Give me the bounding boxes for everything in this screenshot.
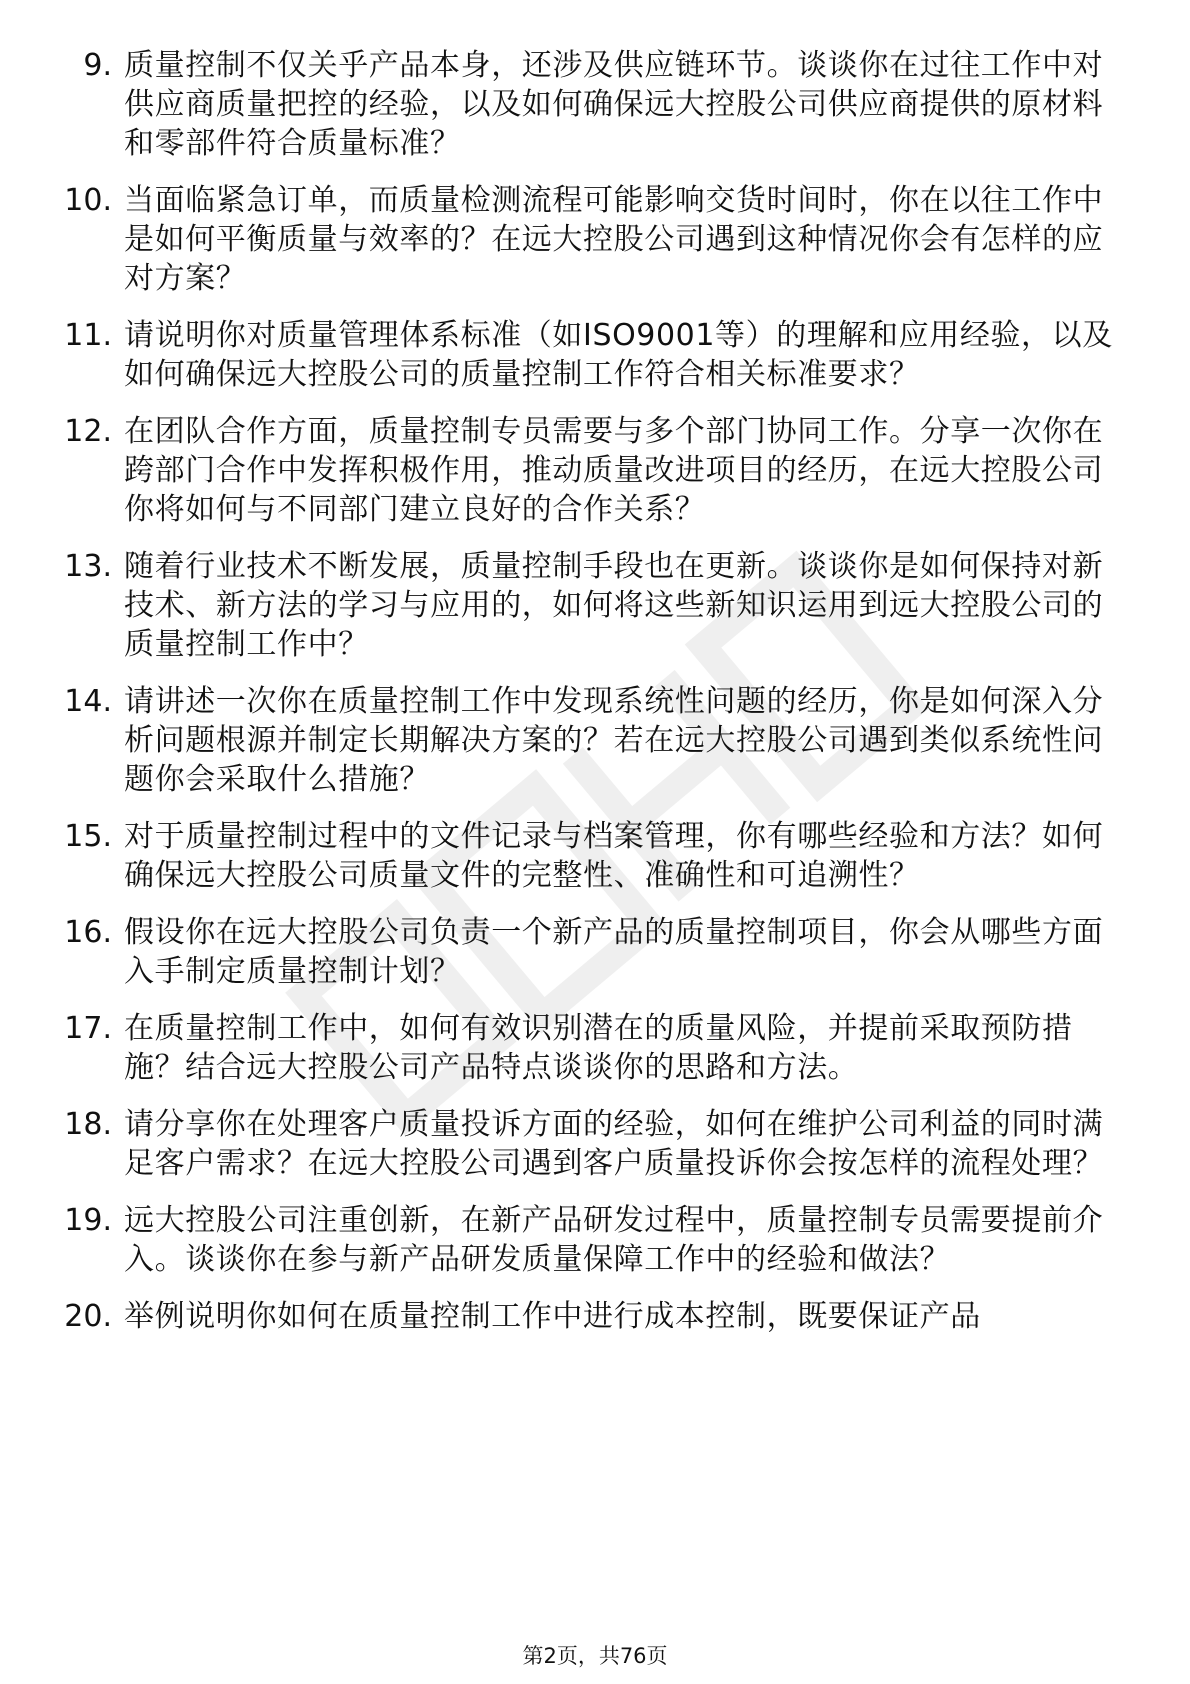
question-text: 假设你在远大控股公司负责一个新产品的质量控制项目，你会从哪些方面入手制定质量控制计划？ xyxy=(124,915,1104,989)
question-item xyxy=(58,913,1118,991)
question-number: 18. xyxy=(64,1107,112,1142)
question-item xyxy=(58,181,1118,298)
question-text: 随着行业技术不断发展，质量控制手段也在更新。谈谈你是如何保持对新技术、新方法的学习与应用的，如何将这些新知识运用到远大控股公司的质量控制工作中？ xyxy=(124,549,1104,662)
question-text: 请说明你对质量管理体系标准（如ISO9001等）的理解和应用经验，以及如何确保远大控股公司的质量控制工作符合相关标准要求？ xyxy=(124,318,1113,392)
question-number: 12. xyxy=(64,414,112,449)
question-text: 在团队合作方面，质量控制专员需要与多个部门协同工作。分享一次你在跨部门合作中发挥积极作用，推动质量改进项目的经历，在远大控股公司你将如何与不同部门建立良好的合作关系？ xyxy=(124,414,1104,527)
question-item xyxy=(58,547,1118,664)
question-text: 请讲述一次你在质量控制工作中发现系统性问题的经历，你是如何深入分析问题根源并制定长期解决方案的？若在远大控股公司遇到类似系统性问题你会采取什么措施？ xyxy=(124,684,1104,797)
question-number: 9. xyxy=(83,48,112,83)
page-number-footer: 第2页，共76页 xyxy=(522,1644,668,1668)
question-number: 19. xyxy=(64,1203,112,1238)
question-item xyxy=(58,682,1118,799)
question-item xyxy=(58,1105,1118,1183)
question-number: 20. xyxy=(64,1299,112,1334)
question-item xyxy=(58,1009,1118,1087)
question-number: 10. xyxy=(64,183,112,218)
question-text: 请分享你在处理客户质量投诉方面的经验，如何在维护公司利益的同时满足客户需求？在远大控股公司遇到客户质量投诉你会按怎样的流程处理？ xyxy=(124,1107,1104,1181)
question-text: 质量控制不仅关乎产品本身，还涉及供应链环节。谈谈你在过往工作中对供应商质量把控的经验，以及如何确保远大控股公司供应商提供的原材料和零部件符合质量标准？ xyxy=(124,48,1104,161)
question-number: 13. xyxy=(64,549,112,584)
question-list xyxy=(58,46,1118,1336)
question-item xyxy=(58,412,1118,529)
question-text: 在质量控制工作中，如何有效识别潜在的质量风险，并提前采取预防措施？结合远大控股公司产品特点谈谈你的思路和方法。 xyxy=(124,1011,1073,1085)
question-number: 17. xyxy=(64,1011,112,1046)
question-text: 远大控股公司注重创新，在新产品研发过程中，质量控制专员需要提前介入。谈谈你在参与新产品研发质量保障工作中的经验和做法？ xyxy=(124,1203,1104,1277)
question-text: 举例说明你如何在质量控制工作中进行成本控制，既要保证产品 xyxy=(124,1299,981,1334)
question-text: 对于质量控制过程中的文件记录与档案管理，你有哪些经验和方法？如何确保远大控股公司质量文件的完整性、准确性和可追溯性？ xyxy=(124,819,1104,893)
question-item xyxy=(58,1201,1118,1279)
question-item xyxy=(58,316,1118,394)
question-number: 15. xyxy=(64,819,112,854)
question-item xyxy=(58,46,1118,163)
question-number: 16. xyxy=(64,915,112,950)
question-number: 14. xyxy=(64,684,112,719)
question-text: 当面临紧急订单，而质量检测流程可能影响交货时间时，你在以往工作中是如何平衡质量与效率的？在远大控股公司遇到这种情况你会有怎样的应对方案？ xyxy=(124,183,1104,296)
question-number: 11. xyxy=(64,318,112,353)
question-item xyxy=(58,1297,1118,1336)
question-item xyxy=(58,817,1118,895)
